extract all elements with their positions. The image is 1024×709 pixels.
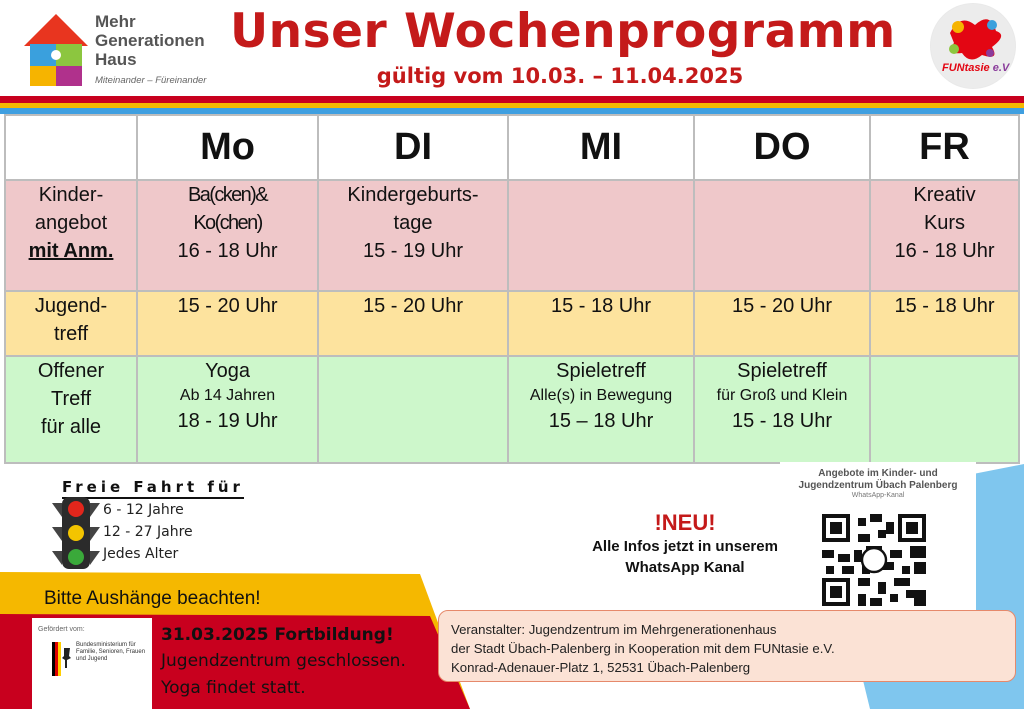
kinder-mo-time: 16 - 18 Uhr bbox=[177, 239, 278, 262]
closure-line-1: 31.03.2025 Fortbildung! bbox=[161, 625, 394, 645]
offen-do-sub: für Groß und Klein bbox=[716, 387, 848, 405]
day-header-mo: Mo bbox=[137, 115, 318, 180]
offen-mo-sub: Ab 14 Jahren bbox=[179, 387, 276, 405]
funtasie-ev: e.V bbox=[992, 62, 1010, 74]
ministry-logo bbox=[32, 618, 152, 709]
offen-mo-cell bbox=[137, 356, 318, 463]
kinder-fr-time: 16 - 18 Uhr bbox=[894, 239, 995, 262]
offen-fr-cell bbox=[870, 356, 1019, 463]
age-red: 6 - 12 Jahre bbox=[103, 502, 184, 518]
notice-text: Bitte Aushänge beachten! bbox=[44, 588, 261, 609]
kinder-mo-line-1: Ba(cken)& bbox=[188, 183, 267, 206]
jugend-di-time: 15 - 20 Uhr bbox=[318, 291, 508, 357]
offen-mi-title: Spieletreff bbox=[556, 360, 646, 383]
kinder-di-line-2: tage bbox=[393, 211, 433, 234]
mehrgenerationenhaus-wordmark bbox=[95, 12, 206, 90]
age-green: Jedes Alter bbox=[103, 546, 179, 562]
day-header-row bbox=[5, 115, 1019, 180]
kinder-do-cell bbox=[694, 180, 870, 291]
kinder-mo-cell bbox=[137, 180, 318, 291]
whatsapp-box-title: Angebote im Kinder- und Jugendzentrum Übach Palenberg bbox=[798, 468, 958, 491]
logo-line-3: Haus bbox=[95, 50, 137, 69]
funtasie-wordmark bbox=[942, 62, 1009, 74]
offen-mi-sub: Alle(s) in Bewegung bbox=[529, 387, 673, 405]
organizer-box bbox=[438, 610, 1016, 682]
offen-mo-time: 18 - 19 Uhr bbox=[177, 410, 278, 433]
federal-eagle-icon bbox=[52, 642, 72, 676]
schedule-table bbox=[4, 114, 1020, 464]
stripe-red bbox=[0, 96, 1024, 103]
offen-do-cell bbox=[694, 356, 870, 463]
jugend-fr-time: 15 - 18 Uhr bbox=[870, 291, 1019, 357]
jugend-mi-time: 15 - 18 Uhr bbox=[508, 291, 694, 357]
neu-label: !NEU! bbox=[654, 510, 716, 535]
closure-line-3: Yoga findet statt. bbox=[161, 678, 306, 698]
closure-announcement bbox=[161, 622, 406, 702]
offen-di-cell bbox=[318, 356, 508, 463]
free-ride-title: Freie Fahrt für bbox=[62, 478, 244, 499]
day-header-do: DO bbox=[694, 115, 870, 180]
offen-label-line-3: für alle bbox=[40, 416, 102, 439]
organizer-line-3: Konrad-Adenauer-Platz 1, 52531 Übach-Palenberg bbox=[451, 660, 751, 675]
offen-do-title: Spieletreff bbox=[737, 360, 827, 383]
offen-label-line-1: Offener bbox=[37, 360, 105, 383]
age-yellow: 12 - 27 Jahre bbox=[103, 524, 193, 540]
validity-subtitle: gültig vom 10.03. – 11.04.2025 bbox=[376, 64, 744, 88]
logo-line-2: Generationen bbox=[95, 31, 205, 50]
row-label-jugend bbox=[5, 291, 137, 357]
whatsapp-box-sub: WhatsApp-Kanal bbox=[851, 492, 905, 499]
funtasie-logo-icon bbox=[930, 3, 1016, 89]
day-header-fr: FR bbox=[870, 115, 1019, 180]
offen-mo-title: Yoga bbox=[205, 360, 250, 383]
jugend-do-time: 15 - 20 Uhr bbox=[694, 291, 870, 357]
kinder-fr-cell bbox=[870, 180, 1019, 291]
logo-tagline: Miteinander – Füreinander bbox=[95, 75, 207, 86]
kinder-di-cell bbox=[318, 180, 508, 291]
row-kinderangebot bbox=[5, 180, 1019, 291]
corner-cell bbox=[5, 115, 137, 180]
kinder-label-line-1: Kinder- bbox=[38, 183, 104, 206]
page-title: Unser Wochenprogramm bbox=[230, 4, 896, 59]
offen-do-time: 15 - 18 Uhr bbox=[731, 410, 833, 433]
offen-mi-cell bbox=[508, 356, 694, 463]
organizer-line-1: Veranstalter: Jugendzentrum im Mehrgenerationenhaus bbox=[451, 622, 777, 637]
qr-code-icon[interactable] bbox=[822, 514, 926, 606]
funtasie-name: FUNtasie bbox=[942, 62, 990, 74]
logo-line-1: Mehr bbox=[95, 12, 136, 31]
whatsapp-line-2: WhatsApp Kanal bbox=[625, 559, 745, 576]
offen-mi-time: 15 – 18 Uhr bbox=[548, 410, 654, 433]
jugend-label-line-2: treff bbox=[53, 322, 89, 345]
offen-label-line-2: Treff bbox=[50, 388, 91, 411]
kinder-fr-line-2: Kurs bbox=[923, 211, 966, 234]
jugend-mo-time: 15 - 20 Uhr bbox=[137, 291, 318, 357]
jugend-label-line-1: Jugend- bbox=[34, 294, 108, 317]
whatsapp-channel-box bbox=[780, 462, 976, 610]
closure-line-2: Jugendzentrum geschlossen. bbox=[161, 651, 406, 671]
free-ride-block bbox=[62, 478, 262, 499]
whatsapp-announcement bbox=[560, 510, 810, 578]
row-offener-treff bbox=[5, 356, 1019, 463]
row-jugendtreff bbox=[5, 291, 1019, 357]
organizer-line-2: der Stadt Übach-Palenberg in Kooperation mit dem FUNtasie e.V. bbox=[451, 641, 835, 656]
kinder-fr-line-1: Kreativ bbox=[913, 183, 976, 206]
kinder-di-time: 15 - 19 Uhr bbox=[362, 239, 464, 262]
kinder-mi-cell bbox=[508, 180, 694, 291]
traffic-light-icon bbox=[52, 497, 100, 569]
header bbox=[0, 0, 1024, 96]
ministry-name: Bundesministerium für Familie, Senioren, Frauen und Jugend bbox=[76, 642, 146, 662]
kinder-label-line-2: angebot bbox=[34, 211, 108, 234]
funding-label: Gefördert vom: bbox=[38, 626, 85, 633]
kinder-label-emph: mit Anm. bbox=[28, 239, 114, 262]
whatsapp-line-1: Alle Infos jetzt in unserem bbox=[592, 538, 778, 555]
day-header-mi: MI bbox=[508, 115, 694, 180]
kinder-mo-line-2: Ko(chen) bbox=[193, 211, 262, 234]
row-label-kinder bbox=[5, 180, 137, 291]
row-label-offen bbox=[5, 356, 137, 463]
kinder-di-line-1: Kindergeburts- bbox=[347, 183, 479, 206]
day-header-di: DI bbox=[318, 115, 508, 180]
